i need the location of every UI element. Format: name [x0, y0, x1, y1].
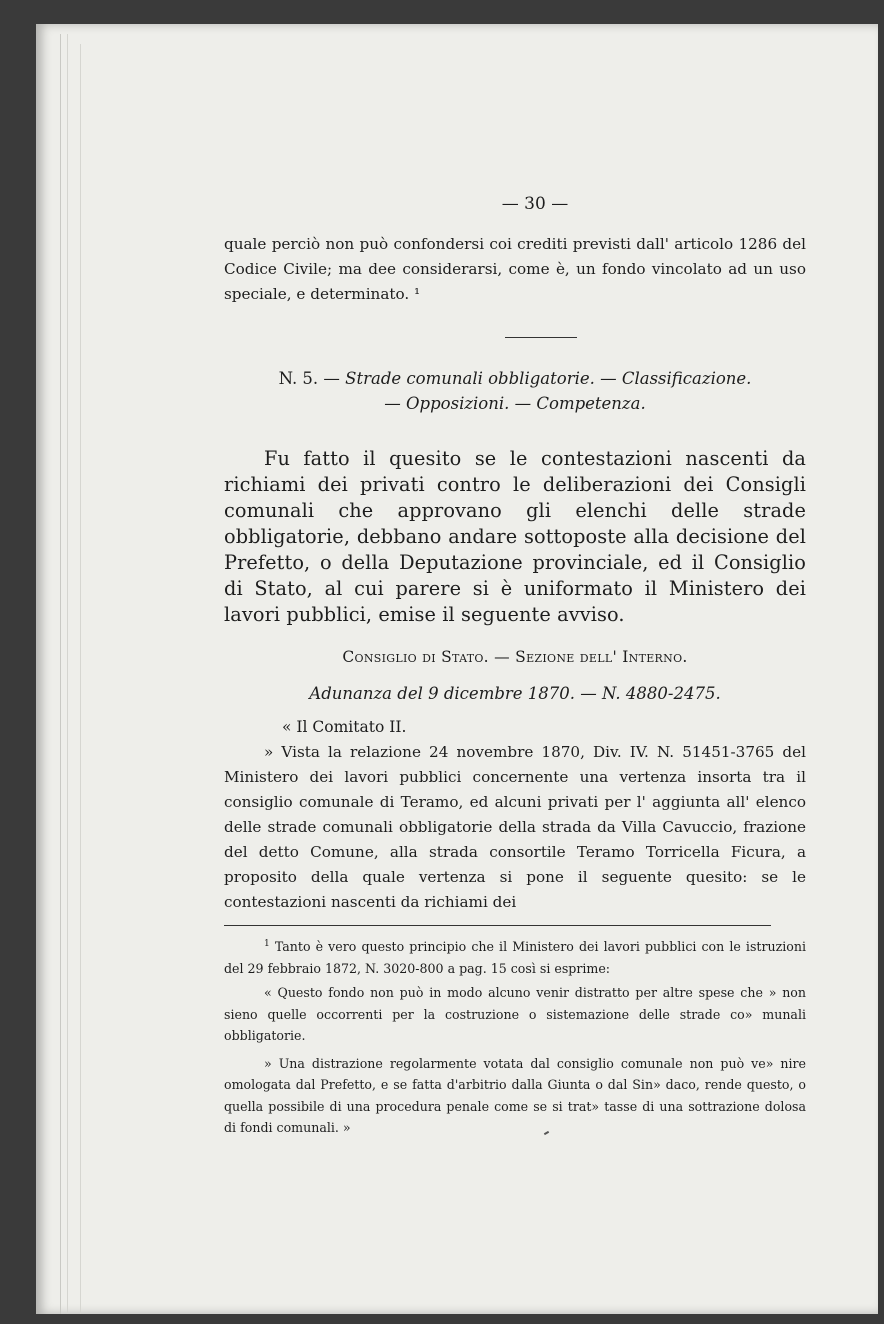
section-title-line2: — Opposizioni. — Competenza.	[384, 394, 646, 413]
footnote-text	[224, 934, 806, 979]
section-title-line1: Strade comunali obbligatorie. — Classificazione.	[345, 369, 752, 388]
comitato-line: « Il Comitato II.	[282, 718, 407, 736]
book-page	[36, 24, 878, 1314]
intro-paragraph: quale perciò non può confondersi coi crediti previsti dall' articolo 1286 del Codice Civile; ma dee considerarsi, come è, un fondo vincolato ad un uso speciale, e determinato. ¹	[224, 235, 806, 303]
vista-paragraph: » Vista la relazione 24 novembre 1870, Div. IV. N. 51451-3765 del Ministero dei lavori pubblici concernente una vertenza insorta tra il consiglio comunale di Teramo, ed alcuni privati per l' aggiunta all' elenco delle strade comunali obbligatorie della strada da Villa Cavuccio, frazione del detto Comune, alla strada consortile Teramo Torricella Ficura, a proposito della quale vertenza si pone il seguente quesito: se le contestazioni nascenti da richiami dei	[224, 743, 806, 911]
page-number: — 30 —	[501, 194, 569, 214]
section-heading	[224, 366, 806, 416]
footnote-rule	[224, 925, 771, 926]
page-content	[224, 194, 806, 1139]
council-heading: Consiglio di Stato. — Sezione dell' Interno.	[342, 648, 688, 666]
footnote-quote-2: » Una distrazione regolarmente votata dal consiglio comunale non può ve» nire omologata dal Prefetto, e se fatta d'arbitrio dalla Giunta o dal Sin» daco, rende questo, o quella possibile di una procedura penale come se si trat» tasse di una sottrazione dolosa di fondi comunali. »	[224, 1055, 806, 1136]
section-heading-line1	[224, 366, 806, 391]
section-number: N. 5. —	[278, 369, 340, 388]
section-divider	[505, 337, 577, 338]
footnote-body: Tanto è vero questo principio che il Ministero dei lavori pubblici con le istruzioni del 29 febbraio 1872, N. 3020-800 a pag. 15 così si esprime:	[224, 939, 806, 976]
footnote-quote-1: « Questo fondo non può in modo alcuno venir distratto per altre spese che » non sieno quelle occorrenti per la costruzione o sistemazione delle strade co» munali obbligatorie.	[224, 985, 806, 1044]
main-paragraph: Fu fatto il quesito se le contestazioni nascenti da richiami dei privati contro le deliberazioni dei Consigli comunali che approvano gli elenchi delle strade obbligatorie, debbano andare sottoposte alla decisione del Prefetto, o della Deputazione provinciale, ed il Consiglio di Stato, al cui parere si è uniformato il Ministero dei lavori pubblici, emise il seguente avviso.	[224, 447, 806, 626]
footnote-marker: 1	[264, 939, 270, 949]
adunanza-line: Adunanza del 9 dicembre 1870. — N. 4880-2475.	[309, 684, 721, 703]
